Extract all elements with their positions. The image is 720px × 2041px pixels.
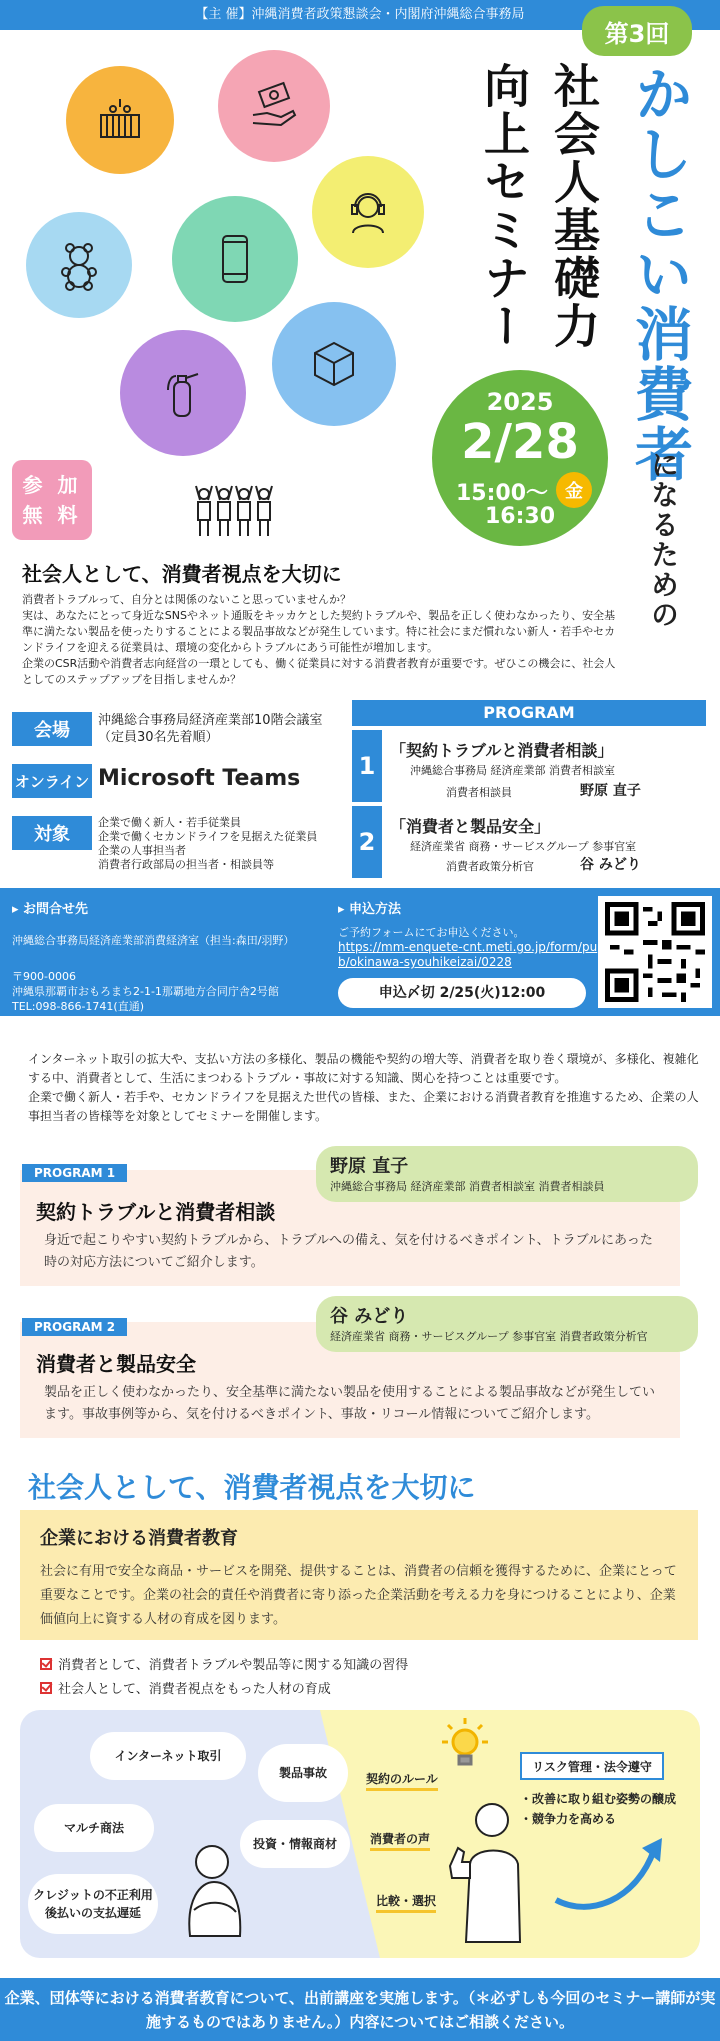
cloud-investment: 投資・情報商材: [240, 1820, 350, 1868]
checkbox-icon: [40, 1658, 52, 1670]
intro-body: 消費者トラブルって、自分とは関係のないこと思っていませんか？ 実は、あなたにとって身近なSNSやネット通販をキッカケとした契約トラブルや、製品を正しく使わなかったり、安全基準に満たない製品を使ったりすることによる製品事故などが発生しています。特に社会にまだ慣れない新人・若手やセカンドライフを迎える従業員は、環境の変化からトラブルにあう可能性が増加します。 企業のCSR活動や消費者志向経営の一環としても、働く従業員に対する消費者教育が重要です。ぜひこの機会に、社会人としてのステップアップを目指しませんか？: [22, 593, 616, 686]
program-1-speaker: 野原 直子: [580, 783, 641, 799]
fire-extinguisher-icon: [156, 366, 210, 420]
program-2-speaker-name: 谷 みどり: [330, 1306, 409, 1327]
program-1-speaker-affiliation: 沖縄総合事務局 経済産業部 消費者相談室 消費者相談員: [330, 1180, 605, 1193]
apply-link[interactable]: https://mm-enquete-cnt.meti.go.jp/form/pub/okinawa-syouhikeizai/0228: [338, 940, 598, 969]
program-1-org: 沖縄総合事務局 経済産業部 消費者相談室: [410, 764, 615, 777]
time-start: 15:00～: [455, 481, 549, 506]
program-1-detail-title: 契約トラブルと消費者相談: [36, 1200, 276, 1224]
intro-heading: 社会人として、消費者視点を大切に: [22, 562, 342, 586]
bubble-package: [272, 302, 396, 426]
contact-heading: ▸ お問合せ先: [12, 902, 89, 917]
day-of-week: 金: [556, 472, 592, 508]
program-1-speaker-box: [316, 1146, 698, 1202]
program-2-tag: PROGRAM 2: [22, 1318, 127, 1336]
cloud-credit: クレジットの不正利用 後払いの支払遅延: [28, 1874, 158, 1934]
apply-heading: ▸ 申込方法: [338, 902, 402, 917]
venue-label: 会場: [12, 712, 92, 746]
people-icon: [192, 480, 276, 540]
label-contract-rules: 契約のルール: [366, 1770, 438, 1791]
cloud-internet: インターネット取引: [90, 1732, 246, 1780]
check-item-2: [40, 1678, 331, 1697]
program-2-title: 「消費者と製品安全」: [390, 817, 551, 836]
checkbox-icon: [40, 1682, 52, 1694]
check-item-1: [40, 1654, 408, 1673]
online-label: オンライン: [12, 764, 92, 798]
contact-address: 沖縄県那覇市おもろまち2-1-1那覇地方合同庁舎2号館: [12, 985, 279, 998]
footer-notice: 企業、団体等における消費者教育について、出前講座を実施します。（＊必ずしも今回のセミナー講師が実施するものではありません。）内容についてはご相談ください。: [0, 1978, 720, 2041]
program-2-speaker-box: [316, 1296, 698, 1352]
cloud-multilevel: マルチ商法: [34, 1804, 154, 1852]
program-1-detail-body: 身近で起こりやすい契約トラブルから、トラブルへの備え、気を付けるべきポイント、トラブルにあった時の対応方法についてご紹介します。: [44, 1233, 653, 1270]
title-line-2: 向上セミナー: [477, 62, 531, 350]
qr-code-icon: [604, 902, 706, 1002]
program-2-detail-title: 消費者と製品安全: [36, 1352, 196, 1376]
education-box-body: 社会に有用で安全な商品・サービスを開発、提供することは、消費者の信頼を獲得するために、企業にとって重要なことです。企業の社会的責任や消費者に寄り添った企業活動を考える力を身につけることにより、企業価値向上に資する人材の育成を図ります。: [40, 1564, 677, 1627]
money-hand-icon: [247, 79, 301, 133]
date-year: 2025: [486, 388, 554, 416]
program-1-number: 1: [352, 730, 382, 802]
risk-title: リスク管理・法令遵守: [520, 1752, 664, 1780]
smartphone-icon: [208, 232, 262, 286]
crib-icon: [93, 93, 147, 147]
bubble-phone: [172, 196, 298, 322]
target-label: 対象: [12, 816, 92, 850]
cloud-product-accident: 製品事故: [258, 1744, 348, 1802]
title-main: かしこい消費者: [625, 64, 693, 484]
label-compare-select: 比較・選択: [376, 1892, 436, 1913]
headset-icon: [341, 185, 395, 239]
program-header: PROGRAM: [352, 700, 706, 726]
check-item-1-text: 消費者として、消費者トラブルや製品等に関する知識の習得: [58, 1658, 409, 1673]
bubble-money: [218, 50, 330, 162]
program-1-speaker-name: 野原 直子: [330, 1156, 409, 1177]
target-text: 企業で働く新人・若手従業員 企業で働くセカンドライフを見据えた従業員 企業の人事担当者 消費者行政部局の担当者・相談員等: [98, 816, 318, 871]
program-1-title: 「契約トラブルと消費者相談」: [390, 741, 614, 760]
free-badge: [12, 460, 92, 540]
title-suffix: になるための: [647, 450, 680, 630]
label-consumer-voice: 消費者の声: [370, 1830, 430, 1851]
package-icon: [307, 337, 361, 391]
date-badge: [432, 370, 608, 546]
program-2-speaker: 谷 みどり: [580, 857, 641, 873]
program-2-detail-body: 製品を正しく使わなかったり、安全基準に満たない製品を使用することによる製品事故などが発生しています。事故事例等から、気を付けるべきポイント、事故・リコール情報についてご紹介します。: [44, 1385, 656, 1422]
online-text: Microsoft Teams: [98, 766, 301, 791]
qr-code[interactable]: [598, 896, 712, 1008]
contact-dept: 沖縄総合事務局経済産業部消費経済室（担当:森田/羽野）: [12, 934, 295, 947]
risk-item-2: ・競争力を高める: [520, 1812, 617, 1826]
deadline-pill: 申込〆切 2/25(火)12:00: [338, 978, 586, 1008]
teddy-bear-icon: [52, 238, 106, 292]
upward-arrow-icon: [550, 1830, 670, 1920]
education-heading: 社会人として、消費者視点を大切に: [28, 1471, 476, 1504]
title-line-1: 社会人基礎力: [547, 62, 601, 350]
round-badge: 第3回: [582, 6, 692, 56]
venue-text: 沖縄総合事務局経済産業部10階会議室 （定員30名先着順）: [98, 713, 323, 745]
seminar-description: インターネット取引の拡大や、支払い方法の多様化、製品の機能や契約の増大等、消費者を取り巻く環境が、多様化、複雑化する中、消費者として、生活にまつわるトラブル・事故に対する知識、関心を持つことは重要です。 企業で働く新人・若手や、セカンドライフを見据えた世代の皆様、また、企業における消費者教育を推進するため、企業の人事担当者の皆様等を対象としてセミナーを開催します。: [28, 1052, 699, 1123]
contact-tel: TEL:098-866-1741(直通): [12, 1000, 145, 1013]
program-2-speaker-affiliation: 経済産業省 商務・サービスグループ 参事官室 消費者政策分析官: [330, 1330, 648, 1343]
program-2-role: 消費者政策分析官: [446, 860, 534, 873]
time-end: 16:30: [484, 504, 556, 529]
program-2-number: 2: [352, 806, 382, 878]
program-2-org: 経済産業省 商務・サービスグループ 参事官室: [410, 840, 637, 853]
date-day: 2/28: [461, 414, 579, 470]
bubble-teddy: [26, 212, 132, 318]
free-label-2: 無 料: [22, 503, 82, 527]
apply-note: ご予約フォームにてお申込ください。: [338, 926, 525, 939]
worried-person-icon: [170, 1840, 260, 1940]
bubble-crib: [66, 66, 174, 174]
lightbulb-icon: [430, 1714, 500, 1774]
program-1-tag: PROGRAM 1: [22, 1164, 127, 1182]
check-item-2-text: 社会人として、消費者視点をもった人材の育成: [58, 1682, 331, 1697]
contact-zip: 〒900-0006: [12, 970, 76, 983]
illustration-panel: [20, 1710, 700, 1958]
education-box-title: 企業における消費者教育: [40, 1528, 238, 1549]
bubble-headset: [312, 156, 424, 268]
free-label-1: 参 加: [22, 473, 82, 497]
risk-item-1: ・改善に取り組む姿勢の醸成: [520, 1792, 677, 1806]
thumbs-up-person-icon: [440, 1794, 530, 1944]
organizer-text: 【主 催】沖縄消費者政策懇談会・内閣府沖縄総合事務局: [195, 7, 525, 22]
program-1-role: 消費者相談員: [446, 786, 512, 799]
bubble-extinguisher: [120, 330, 246, 456]
